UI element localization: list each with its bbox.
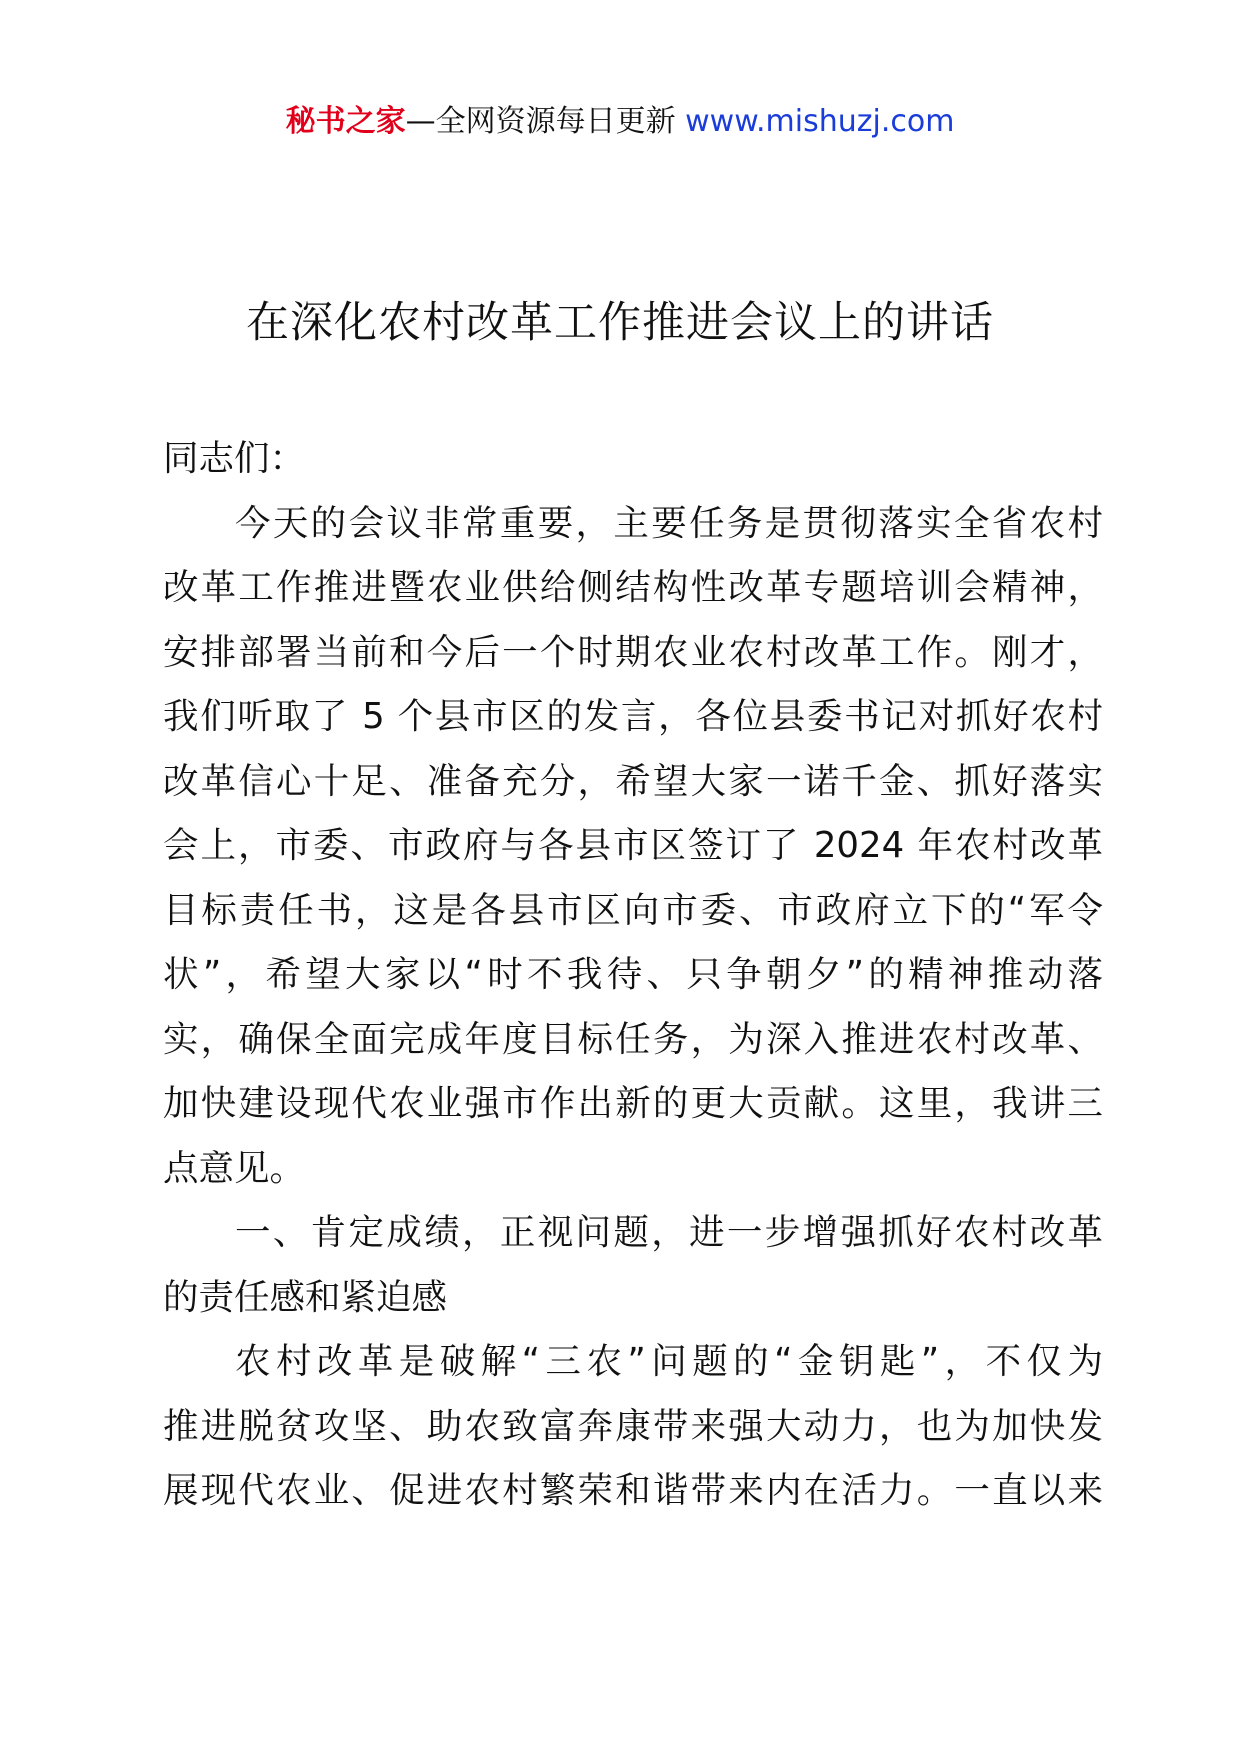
header-dash: — <box>405 104 436 139</box>
document-body <box>163 427 1103 1524</box>
body-line: 展现代农业、促进农村繁荣和谐带来内在活力。一直以来 <box>163 1470 1103 1511</box>
header-slogan: 全网资源每日更新 <box>435 104 676 139</box>
salutation: 同志们： <box>163 438 306 479</box>
body-line: 加快建设现代农业强市作出新的更大贡献。这里，我讲三 <box>163 1083 1103 1124</box>
body-line: 目标责任书，这是各县市区向市委、市政府立下的“军令 <box>163 889 1103 931</box>
site-url-link[interactable]: www.mishuzj.com <box>685 104 955 139</box>
section-heading: 的责任感和紧迫感 <box>163 1276 448 1318</box>
body-line: 安排部署当前和今后一个时期农业农村改革工作。刚才， <box>163 631 1103 673</box>
body-line: 实，确保全面完成年度目标任务，为深入推进农村改革、 <box>163 1018 1103 1060</box>
body-line: 状”，希望大家以“时不我待、只争朝夕”的精神推动落 <box>163 954 1103 995</box>
section-heading: 一、肯定成绩，正视问题，进一步增强抓好农村改革 <box>235 1212 1103 1253</box>
body-line: 我们听取了 5 个县市区的发言，各位县委书记对抓好农村 <box>163 696 1103 737</box>
body-line: 改革工作推进暨农业供给侧结构性改革专题培训会精神， <box>163 567 1103 608</box>
site-header <box>0 100 1240 144</box>
body-line: 会上，市委、市政府与各县市区签订了 2024 年农村改革 <box>163 825 1103 866</box>
body-line: 改革信心十足、准备充分，希望大家一诺千金、抓好落实 <box>163 760 1103 802</box>
body-line: 今天的会议非常重要，主要任务是贯彻落实全省农村 <box>235 502 1103 544</box>
site-brand: 秘书之家 <box>285 104 406 139</box>
body-line: 点意见。 <box>163 1147 306 1189</box>
body-line: 农村改革是破解“三农”问题的“金钥匙”，不仅为 <box>235 1341 1103 1382</box>
document-title: 在深化农村改革工作推进会议上的讲话 <box>246 298 994 348</box>
body-line: 推进脱贫攻坚、助农致富奔康带来强大动力，也为加快发 <box>163 1405 1103 1447</box>
